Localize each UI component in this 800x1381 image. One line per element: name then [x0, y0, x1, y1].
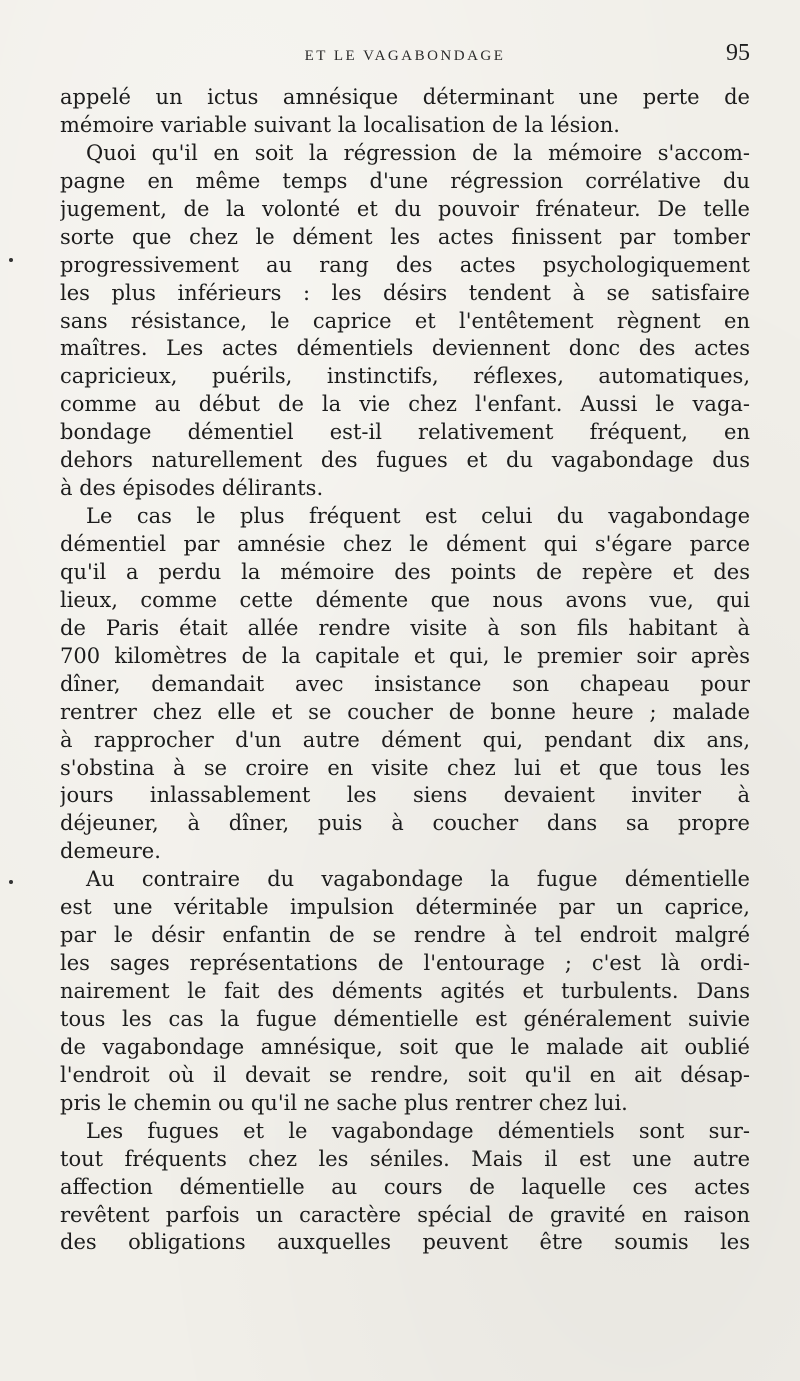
text-line: tous les cas la fugue démentielle est généralement suivie — [60, 1006, 750, 1031]
text-line: jours inlassablement les siens devaient inviter à — [60, 783, 750, 808]
text-line: pagne en même temps d'une régression corrélative du — [60, 168, 750, 193]
text-line: appelé un ictus amnésique déterminant une perte de — [60, 85, 750, 109]
text-line: nairement le fait des déments agités et turbulents. Dans — [60, 979, 750, 1003]
text-line: capricieux, puérils, instinctifs, réflexes, automatiques, — [60, 364, 750, 389]
text-line: de vagabondage amnésique, soit que le malade ait oublié — [60, 1034, 750, 1059]
running-title: ET LE VAGABONDAGE — [304, 48, 506, 64]
text-line: dehors naturellement des fugues et du vagabondage dus — [60, 448, 750, 473]
text-line: de Paris était allée rendre visite à son fils habitant à — [60, 615, 750, 640]
text-line: bondage démentiel est-il relativement fréquent, en — [60, 420, 750, 445]
paragraph-first-line: Les fugues et le vagabondage démentiels sont sur- — [86, 1118, 750, 1143]
text-line: démentiel par amnésie chez le dément qui s'égare parce — [60, 532, 750, 556]
text-line: des obligations auxquelles peuvent être soumis les — [60, 1230, 750, 1255]
text-line: revêtent parfois un caractère spécial de gravité en raison — [60, 1202, 750, 1227]
text-line: dîner, demandait avec insistance son chapeau pour — [60, 671, 750, 696]
text-line: maîtres. Les actes démentiels deviennent donc des actes — [60, 336, 750, 361]
text-line: comme au début de la vie chez l'enfant. Aussi le vaga- — [60, 392, 750, 417]
text-line: déjeuner, à dîner, puis à coucher dans sa propre — [60, 811, 750, 836]
body-text — [60, 84, 750, 1257]
text-line: s'obstina à se croire en visite chez lui et que tous les — [60, 755, 750, 780]
text-line: les sages représentations de l'entourage ; c'est là ordi- — [60, 951, 750, 976]
text-line: sans résistance, le caprice et l'entêtement règnent en — [60, 308, 750, 333]
text-line: progressivement au rang des actes psychologiquement — [60, 252, 750, 277]
text-line: mémoire variable suivant la localisation de la lésion. — [60, 112, 620, 137]
page-number: 95 — [726, 40, 750, 66]
margin-mark — [9, 258, 13, 262]
text-line: rentrer chez elle et se coucher de bonne heure ; malade — [60, 699, 750, 724]
running-head — [60, 40, 750, 70]
paragraph-first-line: Au contraire du vagabondage la fugue démentielle — [86, 867, 750, 892]
text-line: l'endroit où il devait se rendre, soit qu'il en ait désap- — [60, 1062, 750, 1087]
text-line: jugement, de la volonté et du pouvoir frénateur. De telle — [60, 196, 750, 221]
margin-mark — [9, 880, 13, 884]
text-line: à des épisodes délirants. — [60, 476, 324, 501]
text-line: 700 kilomètres de la capitale et qui, le premier soir après — [60, 643, 750, 668]
text-line: à rapprocher d'un autre dément qui, pendant dix ans, — [60, 727, 750, 752]
text-line: est une véritable impulsion déterminée par un caprice, — [60, 895, 750, 920]
text-line: demeure. — [60, 839, 161, 864]
text-line: qu'il a perdu la mémoire des points de repère et des — [60, 559, 750, 584]
text-line: sorte que chez le dément les actes finissent par tomber — [60, 224, 750, 249]
paragraph-first-line: Quoi qu'il en soit la régression de la mémoire s'accom- — [86, 140, 750, 165]
text-line: affection démentielle au cours de laquelle ces actes — [60, 1174, 750, 1199]
text-line: tout fréquents chez les séniles. Mais il est une autre — [60, 1146, 750, 1171]
text-line: lieux, comme cette démente que nous avons vue, qui — [60, 587, 750, 612]
paragraph-first-line: Le cas le plus fréquent est celui du vagabondage — [86, 504, 750, 529]
text-line: les plus inférieurs : les désirs tendent à se satisfaire — [60, 280, 750, 305]
text-line: par le désir enfantin de se rendre à tel endroit malgré — [60, 923, 750, 948]
text-line: pris le chemin ou qu'il ne sache plus rentrer chez lui. — [60, 1090, 628, 1115]
